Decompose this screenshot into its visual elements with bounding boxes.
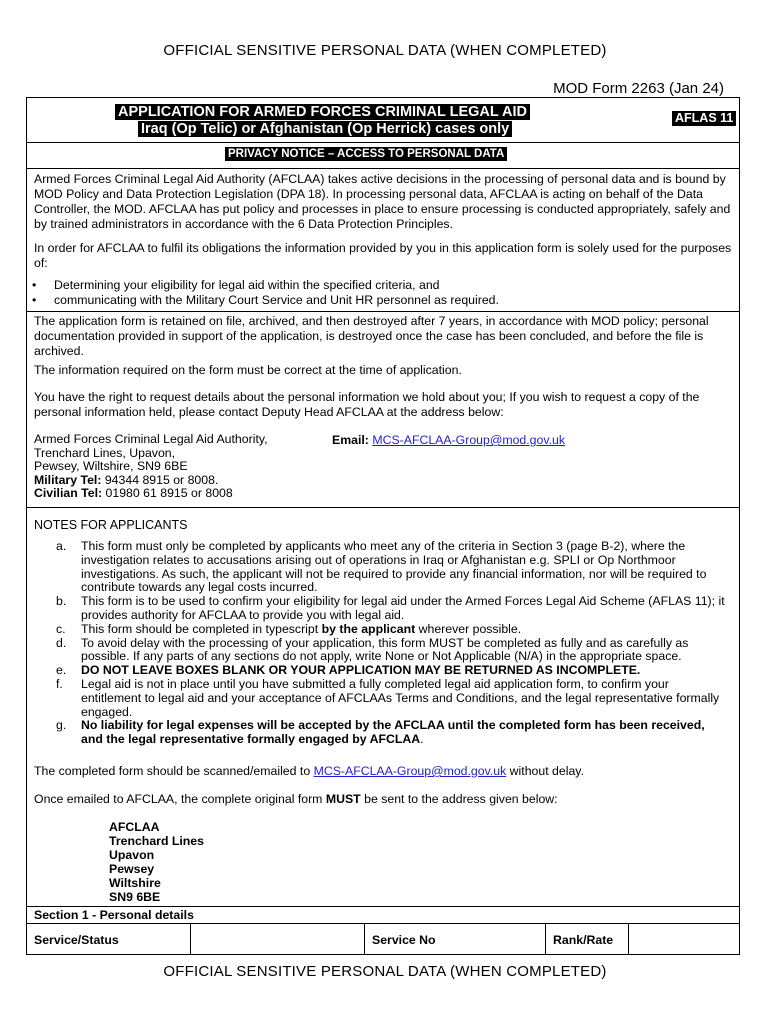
address-line: Wiltshire [109,876,161,890]
original-form-instruction: Once emailed to AFCLAA, the complete original form MUST be sent to the address given below: [34,792,558,806]
privacy-heading: PRIVACY NOTICE – ACCESS TO PERSONAL DATA [225,147,507,161]
rank-rate-field[interactable] [629,925,739,954]
service-status-field[interactable] [191,925,363,954]
address-line: Trenchard Lines [109,834,204,848]
list-item: • communicating with the Military Court Service and Unit HR personnel as required. [30,293,730,308]
form-title: APPLICATION FOR ARMED FORCES CRIMINAL LEGAL AID [115,104,530,120]
list-item: • Determining your eligibility for legal aid within the specified criteria, and [30,278,730,293]
privacy-paragraph-4: The information required on the form must be correct at the time of application. [34,363,462,377]
section-1-title: Section 1 - Personal details [34,908,194,922]
contact-address [34,433,268,501]
address-line: SN9 6BE [109,890,161,904]
service-no-field[interactable] [446,925,544,954]
list-item: c. This form should be completed in typescript by the applicant wherever possible. [56,621,522,636]
form-reference: MOD Form 2263 (Jan 24) [553,80,724,97]
notes-title: NOTES FOR APPLICANTS [34,518,188,532]
contact-email-link[interactable]: MCS-AFCLAA-Group@mod.gov.uk [372,433,565,447]
cell-divider [364,924,365,955]
address-line: Pewsey [109,862,155,876]
privacy-purposes-list [30,278,730,308]
classification-header: OFFICIAL SENSITIVE PERSONAL DATA (WHEN COMPLETED) [163,42,607,59]
privacy-paragraph-1: Armed Forces Criminal Legal Aid Authority (AFCLAA) takes active decisions in the processing of personal data and is bound by MOD Policy and Data Protection Legislation (DPA 18). In processing personal data, AFCLAA is acting on behalf of the Data Controller, the MOD. AFCLAA has put policy and processes in place to ensure processing is conducted appropriately, safely and by trained administrators in accordance with the 6 Data Protection Principles. [34,172,731,231]
service-no-label: Service No [372,933,436,947]
list-item: a. This form must only be completed by applicants who meet any of the criteria in Section 3 (page B-2), where the investigation relates to accusations arising out of operations in Iraq or Afghanistan e.g. SPLI or Op Northmoor investigations. As such, the applicant will not be required to provide any financial information, nor will be required to contribute towards any legal costs incurred. [56,539,707,595]
contact-line: Trenchard Lines, Upavon, [34,445,176,460]
privacy-paragraph-5: You have the right to request details about the personal information we hold about you; If you wish to request a copy of the personal information held, please contact Deputy Head AFCLAA at the address below: [34,390,700,419]
list-item: b. This form is to be used to confirm your eligibility for legal aid under the Armed Forces Legal Aid Scheme (AFLAS 11); it provides authority for AFCLAA to provide you with legal aid. [56,594,725,622]
submission-instruction: The completed form should be scanned/emailed to MCS-AFCLAA-Group@mod.gov.uk without delay. [34,764,584,778]
contact-line: Pewsey, Wiltshire, SN9 6BE [34,459,188,473]
privacy-paragraph-2: In order for AFCLAA to fulfil its obligations the information provided by you in this application form is solely used for the purposes of: [34,241,732,270]
divider [26,311,740,312]
service-status-label: Service/Status [34,933,119,947]
list-item: g. No liability for legal expenses will be accepted by the AFCLAA until the completed form has been received, and the legal representative formally engaged by AFCLAA. [56,718,705,747]
address-line: AFCLAA [109,820,160,834]
aflas-badge: AFLAS 11 [672,111,736,126]
list-item: d. To avoid delay with the processing of your application, this form MUST be completed as fully and as carefully as possible. If any parts of any sections do not apply, write None or Not Applicable (N/A) in the appropriate space. [56,635,689,664]
contact-email: Email: MCS-AFCLAA-Group@mod.gov.uk [332,433,565,447]
divider [26,507,740,508]
postal-address [109,820,204,904]
contact-org: Armed Forces Criminal Legal Aid Authority, [34,432,268,446]
civilian-tel: Civilian Tel: 01980 61 8915 or 8008 [34,486,233,500]
cell-divider [545,924,546,955]
classification-footer: OFFICIAL SENSITIVE PERSONAL DATA (WHEN COMPLETED) [163,963,607,980]
list-item: e. DO NOT LEAVE BOXES BLANK OR YOUR APPLICATION MAY BE RETURNED AS INCOMPLETE. [56,663,641,678]
address-line: Upavon [109,848,155,862]
privacy-paragraph-3: The application form is retained on file, archived, and then destroyed after 7 years, in accordance with MOD policy; personal documentation provided in support of the application, is destroyed once the case has been concluded, and before the file is archived. [34,314,709,358]
submission-email-link[interactable]: MCS-AFCLAA-Group@mod.gov.uk [313,764,507,778]
list-item: f. Legal aid is not in place until you have submitted a fully completed legal aid application form, to confirm your entitlement to legal aid and your acceptance of AFCLAAs Terms and Conditions, and the legal representative formally engaged. [56,676,720,719]
form-subtitle: Iraq (Op Telic) or Afghanistan (Op Herrick) cases only [138,121,512,137]
military-tel: Military Tel: 94344 8915 or 8008. [34,472,219,487]
notes-list [56,540,726,747]
rank-rate-label: Rank/Rate [553,933,614,947]
